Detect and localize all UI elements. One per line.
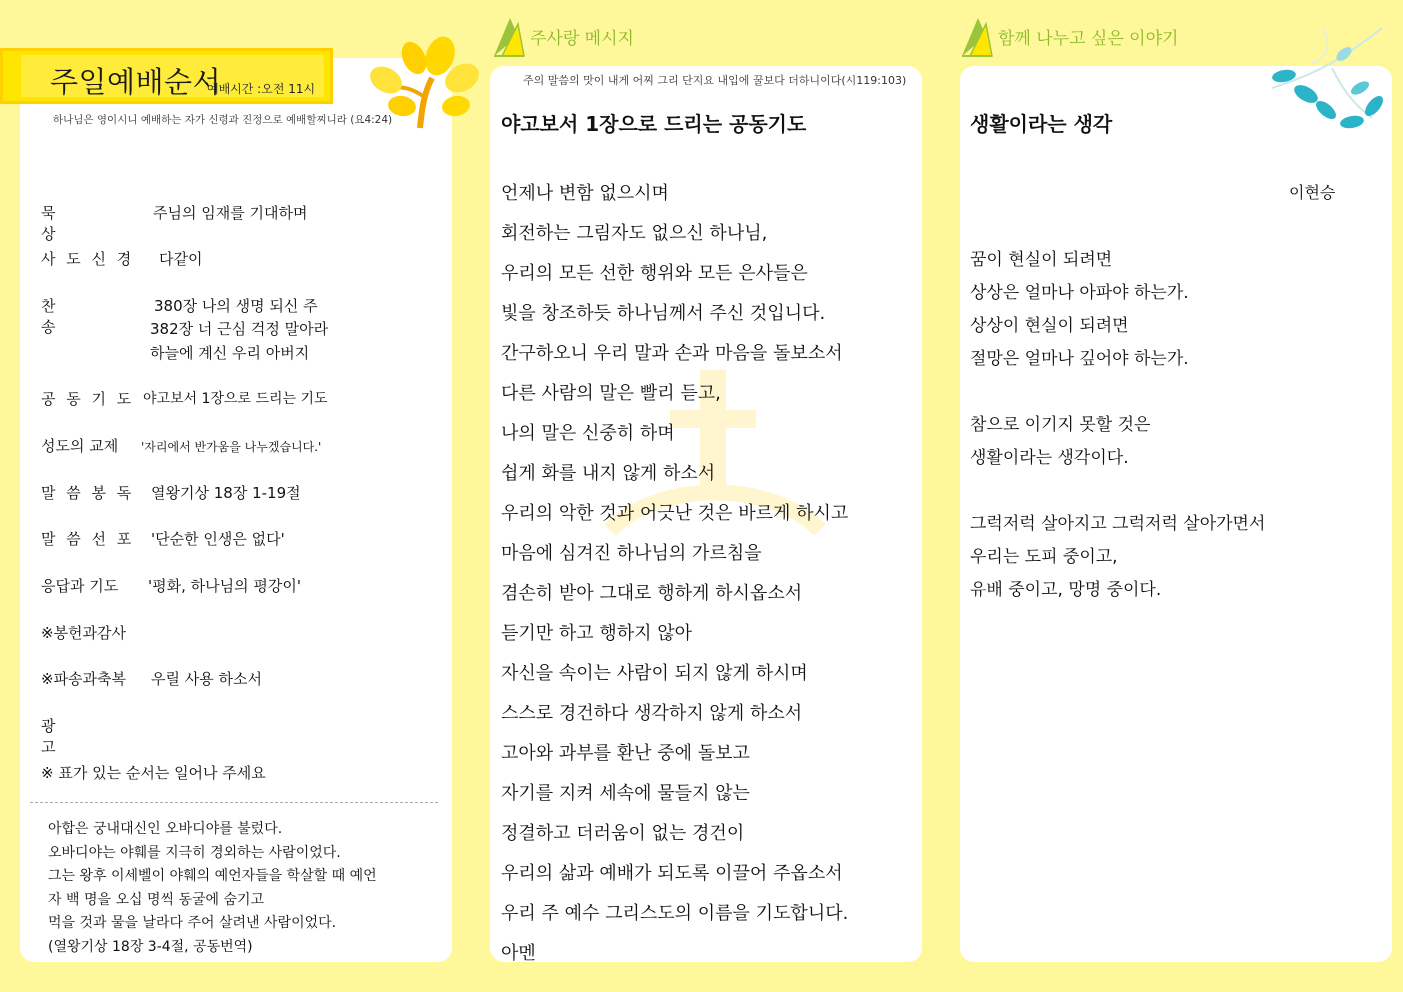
essay-title: 생활이라는 생각 bbox=[970, 112, 1113, 136]
prayer-line: 자신을 속이는 사람이 되지 않게 하시며 bbox=[501, 663, 808, 684]
prayer-line: 자기를 지켜 세속에 물들지 않는 bbox=[501, 783, 750, 804]
prayer-line: 우리의 악한 것과 어긋난 것은 바르게 하시고 bbox=[501, 503, 849, 524]
order-label: 광 고 bbox=[41, 717, 113, 756]
author-name: 이현승 bbox=[1289, 183, 1336, 202]
standing-note: ※ 표가 있는 순서는 일어나 주세요 bbox=[41, 764, 266, 782]
divider bbox=[30, 802, 438, 803]
prayer-line: 스스로 경건하다 생각하지 않게 하소서 bbox=[501, 703, 803, 724]
order-item bbox=[41, 528, 285, 549]
prayer-line: 마음에 심겨진 하나님의 가르침을 bbox=[501, 543, 762, 564]
order-label: 말 씀 봉 독 bbox=[41, 484, 135, 502]
order-label: 사 도 신 경 bbox=[41, 250, 135, 268]
prayer-line: 우리의 삶과 예배가 되도록 이끌어 주옵소서 bbox=[501, 863, 843, 884]
prayer-line: 쉽게 화를 내지 않게 하소서 bbox=[501, 463, 716, 484]
prayer-line: 회전하는 그림자도 없으신 하나님, bbox=[501, 223, 768, 244]
hymn-line: 382장 너 근심 걱정 말아라 bbox=[150, 320, 329, 338]
prayer-line: 정결하고 더러움이 없는 경건이 bbox=[501, 823, 745, 844]
prayer-line: 겸손히 받아 그대로 행하게 하시옵소서 bbox=[501, 583, 803, 604]
order-item bbox=[41, 202, 307, 244]
story-tag-label: 함께 나누고 싶은 이야기 bbox=[998, 28, 1179, 49]
hymn-line: 하늘에 계신 우리 아버지 bbox=[150, 344, 310, 362]
order-note bbox=[41, 762, 266, 783]
order-value: '단순한 인생은 없다' bbox=[151, 530, 285, 548]
essay-line: 상상이 현실이 되려면 bbox=[970, 316, 1129, 336]
order-label: 공 동 기 도 bbox=[41, 390, 135, 408]
order-item bbox=[41, 668, 262, 689]
order-label: 찬 송 bbox=[41, 297, 118, 336]
story-text: 아합은 궁내대신인 오바디야를 불렀다. 오바디야는 야훼를 지극히 경외하는 사람이었다. 그는 왕후 이세벨이 야훼의 예언자들을 학살할 때 예언 자 백 명을 오십 명씩 동굴에 숨기고 먹을 것과 물을 날라다 주어 살려낸 사람이었다. (열왕기상 18장 3-4절, 공동번역) bbox=[48, 821, 377, 955]
order-label: 응답과 기도 bbox=[41, 577, 119, 595]
page-title: 주일예배순서 bbox=[50, 65, 222, 99]
order-label: 말 씀 선 포 bbox=[41, 530, 135, 548]
order-item bbox=[41, 435, 321, 456]
prayer-line: 다른 사람의 말은 빨리 듣고, bbox=[501, 383, 721, 404]
essay-line: 유배 중이고, 망명 중이다. bbox=[970, 580, 1162, 600]
prayer-line: 우리 주 예수 그리스도의 이름을 기도합니다. bbox=[501, 903, 849, 924]
worship-verse: 하나님은 영이시니 예배하는 자가 신령과 진정으로 예배할찌니라 (요4:24) bbox=[53, 114, 393, 126]
order-value: 야고보서 1장으로 드리는 기도 bbox=[143, 391, 328, 407]
prayer-line: 듣기만 하고 행하지 않아 bbox=[501, 623, 693, 644]
essay-line: 참으로 이기지 못할 것은 bbox=[970, 415, 1151, 435]
order-item bbox=[41, 715, 151, 757]
order-value: 다같이 bbox=[159, 250, 203, 268]
essay-line: 그럭저럭 살아지고 그럭저럭 살아가면서 bbox=[970, 514, 1266, 534]
order-item bbox=[41, 482, 301, 503]
story-tag bbox=[960, 12, 1178, 60]
order-label: 묵 상 bbox=[41, 204, 116, 243]
prayer-line: 언제나 변함 없으시며 bbox=[501, 183, 669, 204]
order-value: '평화, 하나님의 평강이' bbox=[148, 577, 301, 595]
tag-logo-icon bbox=[492, 14, 526, 58]
order-label: ※파송과축복 bbox=[41, 670, 127, 688]
service-time: 예배시간 :오전 11시 bbox=[207, 82, 316, 96]
order-value: 주님의 임재를 기대하며 bbox=[153, 204, 308, 222]
prayer-line: 빛을 창조하듯 하나님께서 주신 것입니다. bbox=[501, 303, 826, 324]
order-value: '자리에서 반가움을 나누겠습니다.' bbox=[141, 440, 322, 454]
tag-logo-icon bbox=[960, 14, 994, 58]
essay-line: 상상은 얼마나 아파야 하는가. bbox=[970, 283, 1189, 303]
order-label: 성도의 교제 bbox=[41, 437, 119, 455]
order-label: ※봉헌과감사 bbox=[41, 624, 127, 642]
prayer-line: 우리의 모든 선한 행위와 모든 은사들은 bbox=[501, 263, 808, 284]
prayer-line: 아멘 bbox=[501, 943, 536, 964]
essay-line: 우리는 도피 중이고, bbox=[970, 547, 1118, 567]
essay-line: 꿈이 현실이 되려면 bbox=[970, 250, 1113, 270]
message-tag-label: 주사랑 메시지 bbox=[530, 28, 634, 49]
order-value: 열왕기상 18장 1-19절 bbox=[151, 484, 301, 502]
prayer-line: 나의 말은 신중히 하며 bbox=[501, 423, 675, 444]
prayer-line: 고아와 과부를 환난 중에 돌보고 bbox=[501, 743, 750, 764]
essay-line: 생활이라는 생각이다. bbox=[970, 448, 1129, 468]
order-item bbox=[41, 575, 301, 596]
order-item bbox=[41, 622, 151, 643]
message-tag bbox=[492, 12, 634, 60]
order-item bbox=[41, 248, 202, 269]
prayer-line: 간구하오니 우리 말과 손과 마음을 돌보소서 bbox=[501, 343, 843, 364]
order-value: 380장 나의 생명 되신 주 bbox=[154, 297, 318, 315]
leaf-branch-icon bbox=[1262, 18, 1392, 133]
essay-line: 절망은 얼마나 깊어야 하는가. bbox=[970, 349, 1189, 369]
message-verse: 주의 말씀의 맛이 내게 어찌 그리 단지요 내입에 꿀보다 더하니이다(시119:103) bbox=[523, 74, 907, 87]
prayer-title: 야고보서 1장으로 드리는 공동기도 bbox=[501, 112, 807, 136]
order-value: 우릴 사용 하소서 bbox=[151, 670, 262, 688]
order-item bbox=[41, 388, 328, 409]
